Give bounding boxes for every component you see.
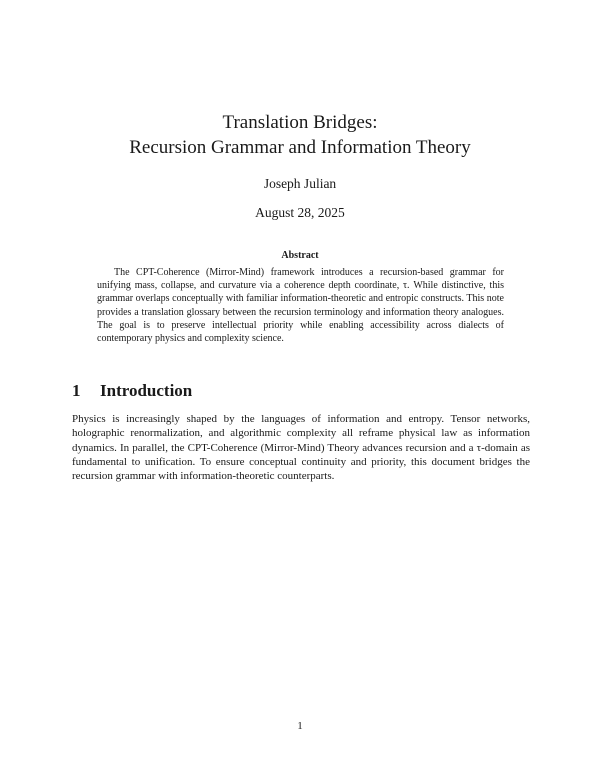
- section-paragraph: Physics is increasingly shaped by the languages of information and entropy. Tensor networks, holographic renormalization, and algorithmic complexity all reframe physical law as information dynamics. In parallel, the CPT-Coherence (Mirror-Mind) Theory advances recursion and a τ-domain as fundamental to unification. To ensure conceptual continuity and priority, this document bridges the recursion grammar with information-theoretic counterparts.: [72, 413, 530, 483]
- title-line-1: Translation Bridges:: [222, 112, 378, 133]
- title-line-2: Recursion Grammar and Information Theory: [129, 137, 471, 158]
- paper-title: [0, 110, 600, 160]
- author-name: Joseph Julian: [263, 176, 337, 191]
- abstract-text: The CPT-Coherence (Mirror-Mind) framework introduces a recursion-based grammar for unifying mass, collapse, and curvature via a coherence depth coordinate, τ. While distinctive, this grammar overlaps conceptually with familiar information-theoretic and entropic constructs. This note provides a translation glossary between the recursion terminology and information theory analogues. The goal is to preserve intellectual priority while enabling accessibility across dialects of contemporary physics and complexity science.: [97, 267, 504, 345]
- section-heading: [72, 381, 192, 401]
- publication-date: August 28, 2025: [255, 205, 345, 220]
- section-title: Introduction: [100, 381, 193, 400]
- section-number: 1: [72, 381, 81, 400]
- page-number: 1: [297, 720, 303, 732]
- abstract-heading: Abstract: [281, 250, 319, 261]
